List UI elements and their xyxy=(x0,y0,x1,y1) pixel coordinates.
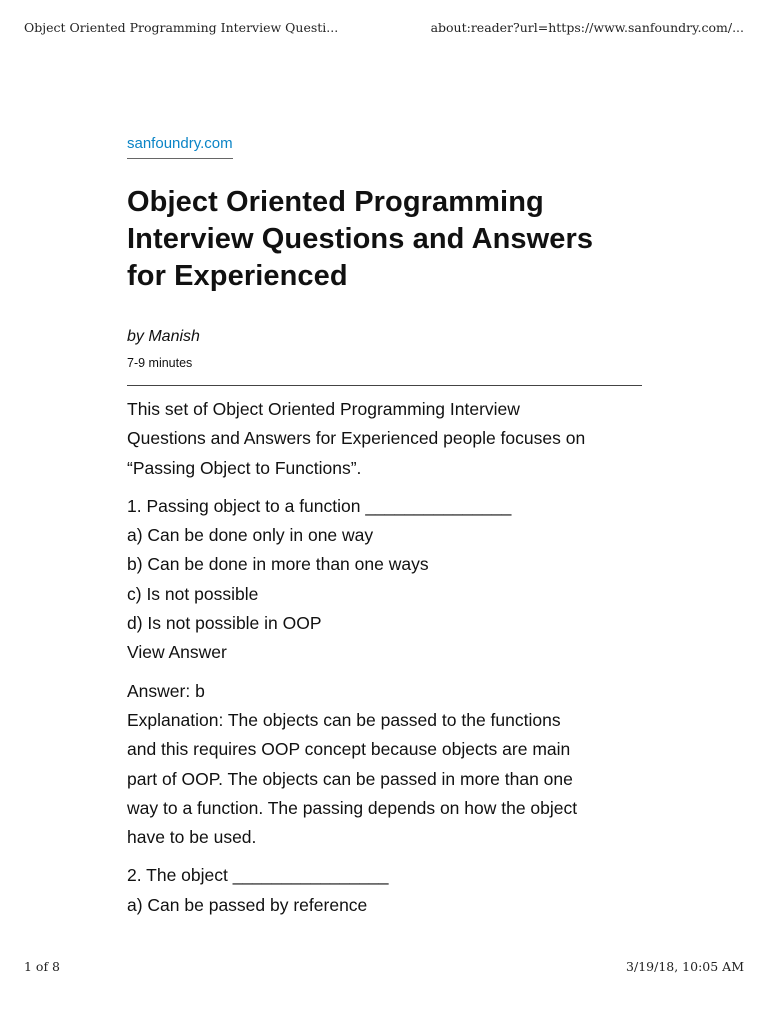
explanation-line: have to be used. xyxy=(127,827,257,848)
divider xyxy=(127,385,642,386)
intro-line: Questions and Answers for Experienced people focuses on xyxy=(127,428,586,449)
print-header xyxy=(24,20,744,35)
page-indicator: 1 of 8 xyxy=(24,959,61,974)
intro-paragraph xyxy=(127,395,642,483)
option-a: a) Can be passed by reference xyxy=(127,894,368,915)
page-url-header: about:reader?url=https://www.sanfoundry.com/... xyxy=(430,20,744,35)
site-link[interactable]: sanfoundry.com xyxy=(127,134,233,159)
print-footer xyxy=(24,959,744,974)
title-line: Interview Questions and Answers xyxy=(127,223,594,255)
option-c: c) Is not possible xyxy=(127,583,259,604)
intro-line: This set of Object Oriented Programming Interview xyxy=(127,399,520,419)
question-2-text: 2. The object ________________ xyxy=(127,865,389,886)
explanation-line: Explanation: The objects can be passed to the functions xyxy=(127,709,561,730)
reading-time: 7-9 minutes xyxy=(127,356,193,370)
article-title xyxy=(127,184,642,295)
question-2-block xyxy=(127,861,642,920)
option-d: d) Is not possible in OOP xyxy=(127,613,322,634)
reader-article xyxy=(127,134,642,929)
title-line: for Experienced xyxy=(127,260,348,292)
intro-line: “Passing Object to Functions”. xyxy=(127,457,362,478)
question-1-text: 1. Passing object to a function _______________ xyxy=(127,495,512,516)
title-line: Object Oriented Programming xyxy=(127,186,544,218)
option-a: a) Can be done only in one way xyxy=(127,525,374,546)
byline: by Manish xyxy=(127,328,200,345)
answer-1-block xyxy=(127,677,642,853)
article-content xyxy=(127,395,642,920)
print-datetime: 3/19/18, 10:05 AM xyxy=(626,959,744,974)
view-answer-link[interactable]: View Answer xyxy=(127,642,227,663)
explanation-line: and this requires OOP concept because objects are main xyxy=(127,739,571,760)
question-1-block xyxy=(127,492,642,668)
explanation-line: part of OOP. The objects can be passed in more than one xyxy=(127,768,573,789)
answer-text: Answer: b xyxy=(127,680,205,701)
page-title-header: Object Oriented Programming Interview Questi... xyxy=(24,20,339,35)
option-b: b) Can be done in more than one ways xyxy=(127,554,429,575)
explanation-line: way to a function. The passing depends on how the object xyxy=(127,797,578,818)
